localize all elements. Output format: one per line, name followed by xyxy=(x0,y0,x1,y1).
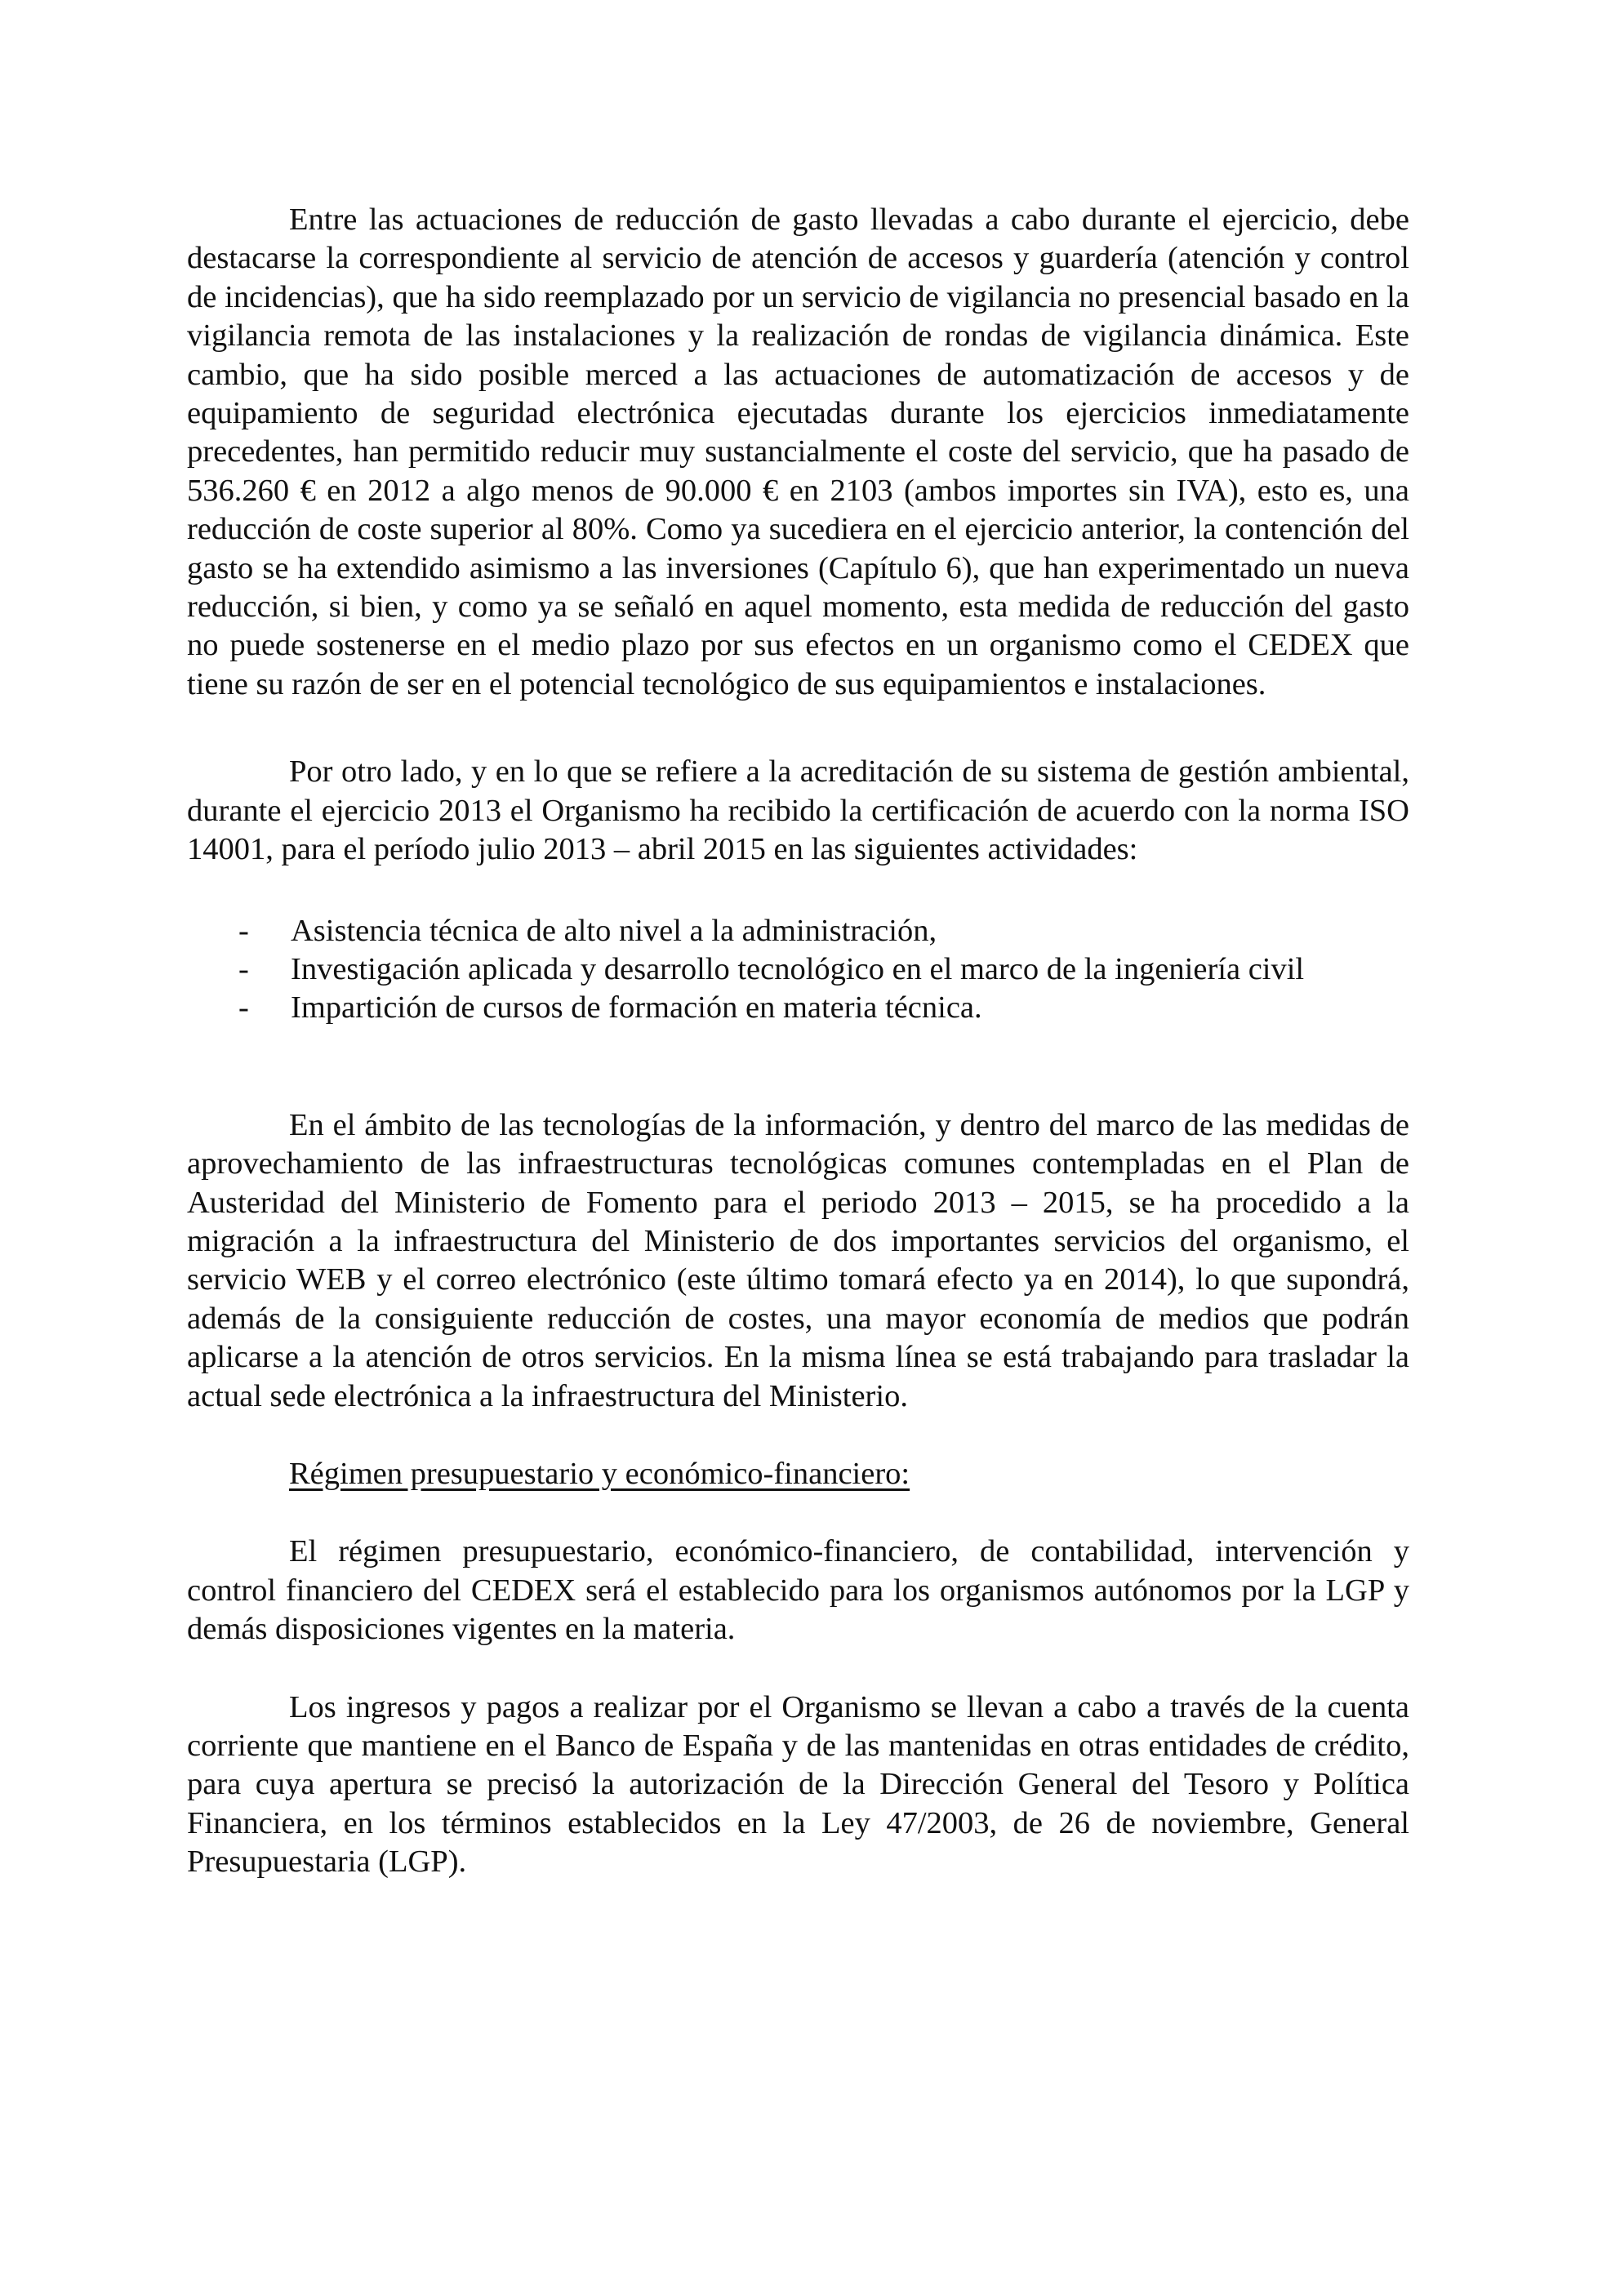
paragraph-payments: Los ingresos y pagos a realizar por el Organismo se llevan a cabo a través de la cuenta corriente que mantiene en el Banco de España y de las mantenidas en otras entidades de crédito, para cuya apertura se precisó la autorización de la Dirección General del Tesoro y Política Financiera, en los términos establecidos en la Ley 47/2003, de 26 de noviembre, General Presupuestaria (LGP). xyxy=(187,1689,1409,1880)
paragraph-cost-reduction: Entre las actuaciones de reducción de gasto llevadas a cabo durante el ejercicio, debe destacarse la correspondiente al servicio de atención de accesos y guardería (atención y control de incidencias), que ha sido reemplazado por un servicio de vigilancia no presencial basado en la vigilancia remota de las instalaciones y la realización de rondas de vigilancia dinámica. Este cambio, que ha sido posible merced a las actuaciones de automatización de accesos y de equipamiento de seguridad electrónica ejecutadas durante los ejercicios inmediatamente precedentes, han permitido reducir muy sustancialmente el coste del servicio, que ha pasado de 536.260 € en 2012 a algo menos de 90.000 € en 2103 (ambos importes sin IVA), esto es, una reducción de coste superior al 80%. Como ya sucediera en el ejercicio anterior, la contención del gasto se ha extendido asimismo a las inversiones (Capítulo 6), que han experimentado un nueva reducción, si bien, y como ya se señaló en aquel momento, esta medida de reducción del gasto no puede sostenerse en el medio plazo por sus efectos en un organismo como el CEDEX que tiene su razón de ser en el potencial tecnológico de sus equipamientos e instalaciones. xyxy=(187,202,1409,701)
list-item-text: Investigación aplicada y desarrollo tecnológico en el marco de la ingeniería civil xyxy=(291,951,1305,986)
bullet-dash: - xyxy=(238,913,249,948)
section-heading: Régimen presupuestario y económico-financiero: xyxy=(289,1456,910,1491)
list-item-text: Asistencia técnica de alto nivel a la administración, xyxy=(291,913,937,948)
bullet-dash: - xyxy=(238,990,249,1026)
paragraph-budget-regime: El régimen presupuestario, económico-financiero, de contabilidad, intervención y control financiero del CEDEX será el establecido para los organismos autónomos por la LGP y demás disposiciones vigentes en la materia. xyxy=(187,1534,1409,1647)
paragraph-iso-certification: Por otro lado, y en lo que se refiere a la acreditación de su sistema de gestión ambiental, durante el ejercicio 2013 el Organismo ha recibido la certificación de acuerdo con la norma ISO 14001, para el período julio 2013 – abril 2015 en las siguientes actividades: xyxy=(187,754,1409,867)
list-item xyxy=(187,989,1330,1027)
bullet-dash: - xyxy=(238,951,249,986)
activities-list xyxy=(187,912,1330,1028)
list-item xyxy=(187,950,1330,989)
list-item-text: Impartición de cursos de formación en materia técnica. xyxy=(291,990,982,1026)
paragraph-it-infrastructure: En el ámbito de las tecnologías de la información, y dentro del marco de las medidas de aprovechamiento de las infraestructuras tecnológicas comunes contempladas en el Plan de Austeridad del Ministerio de Fomento para el periodo 2013 – 2015, se ha procedido a la migración a la infraestructura del Ministerio de dos importantes servicios del organismo, el servicio WEB y el correo electrónico (este último tomará efecto ya en 2014), lo que supondrá, además de la consiguiente reducción de costes, una mayor economía de medios que podrán aplicarse a la atención de otros servicios. En la misma línea se está trabajando para trasladar la actual sede electrónica a la infraestructura del Ministerio. xyxy=(187,1107,1409,1413)
list-item xyxy=(187,912,1330,950)
document-page xyxy=(187,201,1409,1882)
